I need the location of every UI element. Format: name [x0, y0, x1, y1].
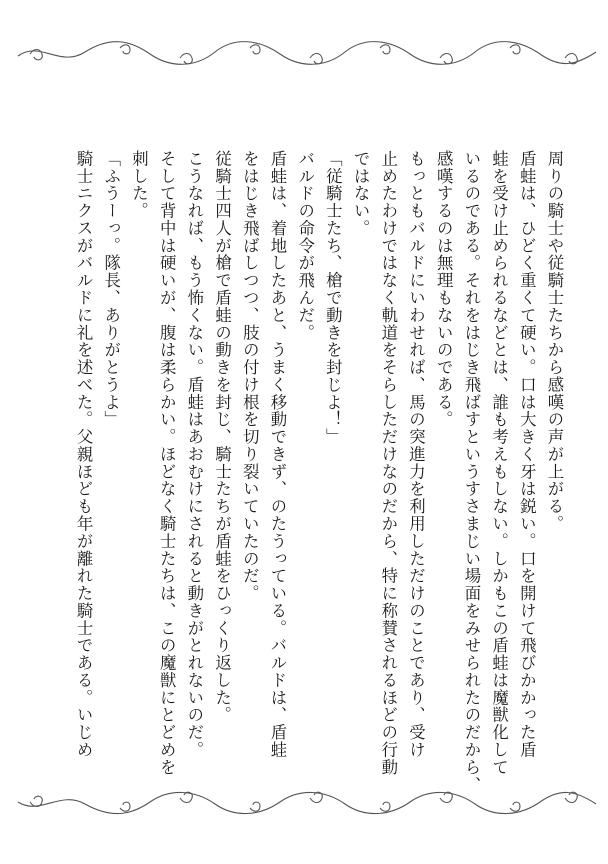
text-line: 盾蛙は、ひどく重くて硬い。口は大きく牙は鋭い。口を開けて飛びかかった盾	[517, 150, 537, 759]
text-line: 周りの騎士や従騎士たちから感嘆の声が上がる。	[545, 150, 564, 533]
text-line: 従騎士四人が槍で盾蛙の動きを封じ、騎士たちが盾蛙をひっくり返した。	[212, 150, 232, 724]
text-line: こうなれば、もう怖くない。盾蛙はあおむけにされると動きがとれないのだ。	[184, 150, 204, 759]
bottom-ornamental-border	[0, 788, 608, 818]
text-line: バルドの命令が飛んだ。	[295, 150, 315, 342]
text-line: 「従騎士たち、槍で動きを封じよ！」	[323, 150, 343, 446]
top-ornamental-border	[0, 38, 608, 68]
text-line: 盾蛙は、着地したあと、うまく移動できず、のたうっている。バルドは、盾蛙	[267, 150, 287, 759]
vertical-text-body	[69, 150, 568, 794]
text-line: 蛙を受け止められるなどとは、誰も考えもしない。しかもこの盾蛙は魔獣化して	[489, 150, 509, 776]
text-line: もっともバルドにいわせれば、馬の突進力を利用しただけのことであり、受け	[406, 150, 426, 759]
text-line: 「ふうーっ。隊長、ありがとうよ」	[101, 150, 121, 429]
text-line: ではない。	[351, 150, 371, 237]
text-line: 騎士ニクスがバルドに礼を述べた。父親ほども年が離れた騎士である。いじめ	[74, 150, 94, 759]
text-line: をはじき飛ばしつつ、肢の付け根を切り裂いていたのだ。	[240, 150, 260, 602]
text-line: いるのである。それをはじき飛ばすというすさまじい場面をみせられたのだから、	[461, 150, 481, 794]
text-line: そして背中は硬いが、腹は柔らかい。ほどなく騎士たちは、この魔獣にとどめを	[157, 150, 177, 776]
text-line: 止めたわけではなく軌道をそらしただけなのだから、特に称賛されるほどの行動	[378, 150, 398, 776]
text-line: 感嘆するのは無理もないのである。	[434, 150, 454, 429]
text-line: 刺した。	[129, 150, 149, 220]
